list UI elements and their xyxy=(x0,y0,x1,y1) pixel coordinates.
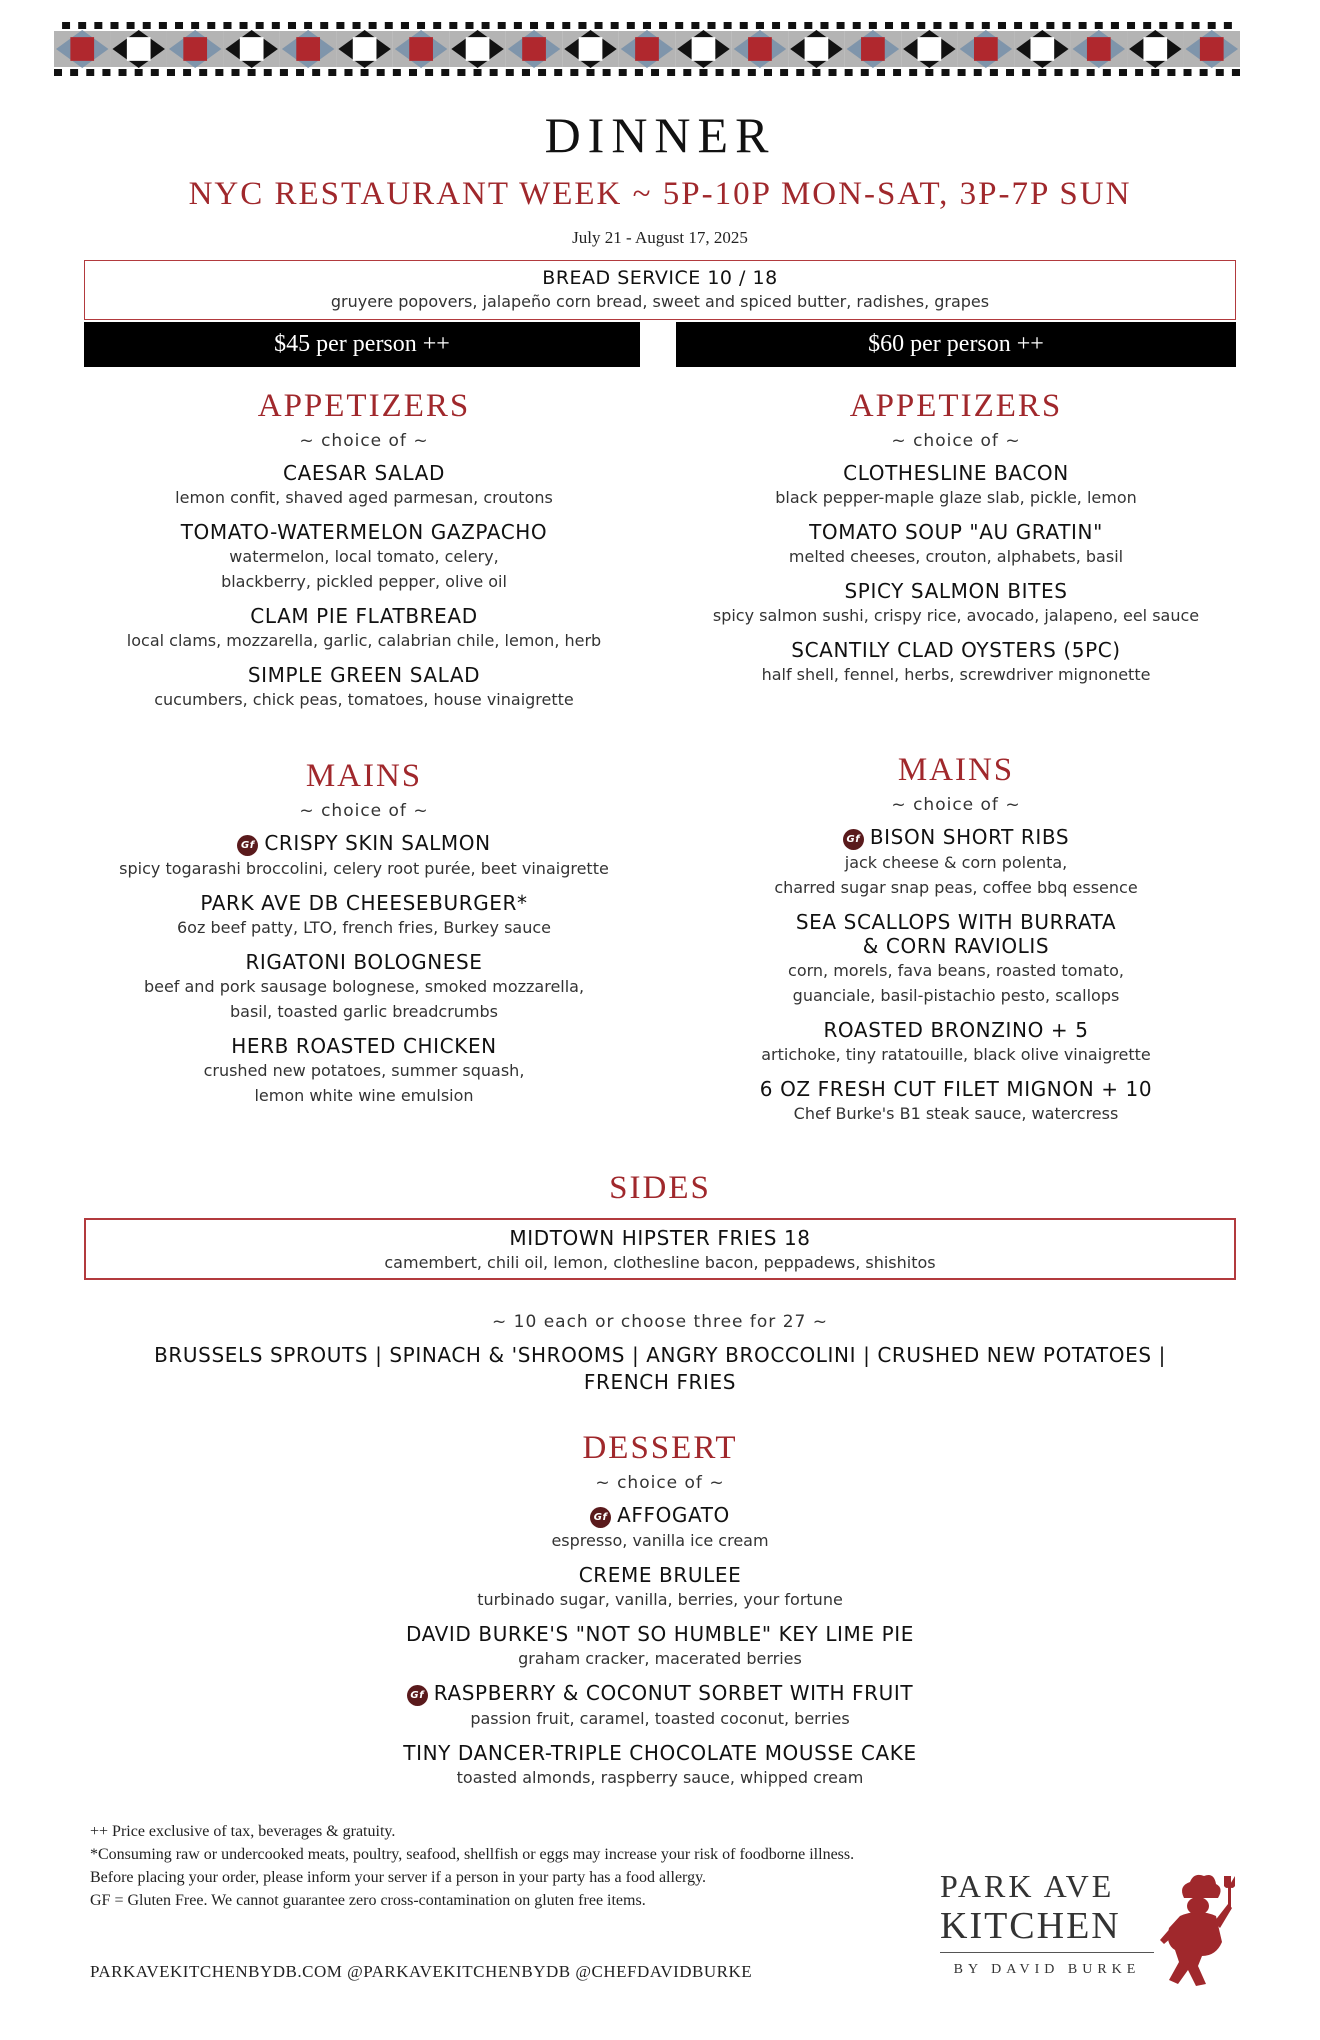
right-appetizers-section xyxy=(676,388,1236,687)
gluten-free-icon: Gf xyxy=(843,829,864,850)
logo-text-line: PARK AVE xyxy=(940,1868,1115,1904)
menu-item xyxy=(676,638,1236,687)
left-appetizers-section xyxy=(84,388,644,712)
item-desc: melted cheeses, crouton, alphabets, basil xyxy=(788,547,1124,566)
sides-feature-name: MIDTOWN HIPSTER FRIES 18 xyxy=(509,1226,811,1250)
section-heading: DESSERT xyxy=(582,1430,738,1466)
gluten-free-icon: Gf xyxy=(407,1685,428,1706)
menu-item xyxy=(330,1741,990,1790)
logo-text-line: KITCHEN xyxy=(940,1905,1121,1947)
item-desc: local clams, mozzarella, garlic, calabrian chile, lemon, herb xyxy=(126,631,602,650)
menu-item xyxy=(84,891,644,940)
section-heading: APPETIZERS xyxy=(849,388,1063,424)
item-desc: Chef Burke's B1 steak sauce, watercress xyxy=(793,1104,1119,1123)
menu-subtitle: NYC RESTAURANT WEEK ~ 5P-10P MON-SAT, 3P-7P SUN xyxy=(188,176,1132,212)
item-desc: passion fruit, caramel, toasted coconut, berries xyxy=(470,1709,850,1728)
item-name: HERB ROASTED CHICKEN xyxy=(231,1034,497,1058)
bread-service-name: BREAD SERVICE 10 / 18 xyxy=(542,267,778,289)
menu-item xyxy=(84,604,644,653)
item-name: CLAM PIE FLATBREAD xyxy=(250,604,478,628)
logo-divider xyxy=(940,1952,1154,1953)
sides-feature-desc: camembert, chili oil, lemon, clothesline bacon, peppadews, shishitos xyxy=(384,1253,936,1272)
item-name: CREME BRULEE xyxy=(578,1563,742,1587)
choice-note: ~ choice of ~ xyxy=(595,1473,725,1493)
item-desc: turbinado sugar, vanilla, berries, your fortune xyxy=(477,1590,843,1609)
footer-note: ++ Price exclusive of tax, beverages & gratuity. xyxy=(90,1823,396,1840)
dessert-section xyxy=(330,1430,990,1790)
item-desc: espresso, vanilla ice cream xyxy=(551,1531,769,1550)
item-name: ROASTED BRONZINO + 5 xyxy=(823,1018,1089,1042)
choice-note: ~ choice of ~ xyxy=(299,801,429,821)
item-name: TINY DANCER-TRIPLE CHOCOLATE MOUSSE CAKE xyxy=(403,1741,917,1765)
menu-item xyxy=(84,520,644,594)
choice-note: ~ choice of ~ xyxy=(891,431,1021,451)
menu-item xyxy=(676,825,1236,900)
sides-feature-box xyxy=(84,1218,1236,1280)
item-desc: lemon confit, shaved aged parmesan, croutons xyxy=(175,488,553,507)
item-name: TOMATO SOUP "AU GRATIN" xyxy=(809,520,1103,544)
item-desc: lemon white wine emulsion xyxy=(254,1086,474,1105)
choice-note: ~ choice of ~ xyxy=(891,795,1021,815)
menu-item xyxy=(330,1681,990,1731)
menu-item xyxy=(84,461,644,510)
sides-list xyxy=(120,1342,1200,1396)
menu-item xyxy=(676,1018,1236,1067)
decorative-pattern-banner xyxy=(54,22,1240,76)
item-name: DAVID BURKE'S "NOT SO HUMBLE" KEY LIME PIE xyxy=(405,1622,915,1646)
item-name: SIMPLE GREEN SALAD xyxy=(247,663,481,687)
item-name-text: RASPBERRY & COCONUT SORBET WITH FRUIT xyxy=(433,1681,914,1705)
item-name-text: BISON SHORT RIBS xyxy=(869,825,1070,849)
price-bar-60: $60 per person ++ xyxy=(676,322,1236,367)
right-mains-section xyxy=(676,752,1236,1126)
item-name xyxy=(330,1681,990,1706)
menu-item xyxy=(84,950,644,1024)
item-desc: 6oz beef patty, LTO, french fries, Burkey sauce xyxy=(177,918,551,937)
item-desc: black pepper-maple glaze slab, pickle, lemon xyxy=(775,488,1137,507)
gluten-free-icon: Gf xyxy=(237,835,258,856)
left-mains-section xyxy=(84,758,644,1108)
item-name: CLOTHESLINE BACON xyxy=(843,461,1069,485)
item-desc: basil, toasted garlic breadcrumbs xyxy=(229,1002,498,1021)
menu-item xyxy=(676,910,1236,1008)
footer-note: GF = Gluten Free. We cannot guarantee zero cross-contamination on gluten free items. xyxy=(90,1892,646,1909)
item-name: TOMATO-WATERMELON GAZPACHO xyxy=(180,520,548,544)
item-name-line2: & CORN RAVIOLIS xyxy=(862,934,1050,958)
sides-heading: SIDES xyxy=(609,1170,711,1206)
item-desc: half shell, fennel, herbs, screwdriver mignonette xyxy=(761,665,1151,684)
section-heading: APPETIZERS xyxy=(257,388,471,424)
item-desc: charred sugar snap peas, coffee bbq essence xyxy=(774,878,1138,897)
item-name-text: AFFOGATO xyxy=(617,1503,730,1527)
item-name: 6 OZ FRESH CUT FILET MIGNON + 10 xyxy=(759,1077,1153,1101)
item-desc: spicy togarashi broccolini, celery root purée, beet vinaigrette xyxy=(119,859,609,878)
item-desc: watermelon, local tomato, celery, xyxy=(229,547,499,566)
menu-item xyxy=(84,1034,644,1108)
menu-item xyxy=(676,1077,1236,1126)
menu-item xyxy=(676,461,1236,510)
footer-note: *Consuming raw or undercooked meats, poultry, seafood, shellfish or eggs may increase your risk of foodborne illness. xyxy=(90,1846,855,1863)
item-name: CAESAR SALAD xyxy=(283,461,445,485)
menu-item xyxy=(676,520,1236,569)
sides-list-line: FRENCH FRIES xyxy=(583,1370,737,1394)
item-desc: jack cheese & corn polenta, xyxy=(844,853,1068,872)
choice-note: ~ choice of ~ xyxy=(299,431,429,451)
item-desc: spicy salmon sushi, crispy rice, avocado, jalapeno, eel sauce xyxy=(712,606,1200,625)
menu-item xyxy=(330,1622,990,1671)
item-name: SPICY SALMON BITES xyxy=(844,579,1068,603)
footer-links: PARKAVEKITCHENBYDB.COM @PARKAVEKITCHENBYDB @CHEFDAVIDBURKE xyxy=(90,1962,753,1981)
menu-item xyxy=(330,1563,990,1612)
footer-note: Before placing your order, please inform your server if a person in your party has a food allergy. xyxy=(90,1869,707,1886)
section-heading: MAINS xyxy=(897,752,1015,788)
item-desc: guanciale, basil-pistachio pesto, scallops xyxy=(792,986,1120,1005)
logo-text-line: BY DAVID BURKE xyxy=(953,1962,1141,1977)
item-name-text: CRISPY SKIN SALMON xyxy=(264,831,491,855)
footer-notes xyxy=(90,1820,1030,1912)
bread-service-box xyxy=(84,260,1236,320)
item-desc: toasted almonds, raspberry sauce, whipped cream xyxy=(456,1768,864,1787)
item-desc: corn, morels, fava beans, roasted tomato, xyxy=(788,961,1124,980)
chef-mascot-icon xyxy=(1154,1868,1240,1988)
menu-item xyxy=(330,1503,990,1553)
menu-item xyxy=(84,831,644,881)
menu-item xyxy=(84,663,644,712)
item-desc: blackberry, pickled pepper, olive oil xyxy=(221,572,507,591)
item-name xyxy=(676,825,1236,850)
item-name: SEA SCALLOPS WITH BURRATA xyxy=(795,910,1117,934)
item-name xyxy=(84,831,644,856)
item-desc: artichoke, tiny ratatouille, black olive vinaigrette xyxy=(761,1045,1151,1064)
item-desc: graham cracker, macerated berries xyxy=(518,1649,802,1668)
menu-title: DINNER xyxy=(544,107,776,163)
bread-service-desc: gruyere popovers, jalapeño corn bread, sweet and spiced butter, radishes, grapes xyxy=(330,292,990,311)
item-name xyxy=(330,1503,990,1528)
item-name: SCANTILY CLAD OYSTERS (5PC) xyxy=(791,638,1121,662)
item-desc: beef and pork sausage bolognese, smoked mozzarella, xyxy=(143,977,585,996)
section-heading: MAINS xyxy=(305,758,423,794)
sides-pricing-note: ~ 10 each or choose three for 27 ~ xyxy=(492,1312,828,1332)
price-bar-45: $45 per person ++ xyxy=(84,322,640,367)
sides-list-line: BRUSSELS SPROUTS | SPINACH & 'SHROOMS | ANGRY BROCCOLINI | CRUSHED NEW POTATOES | xyxy=(154,1343,1166,1367)
restaurant-logo xyxy=(940,1868,1240,1998)
item-desc: crushed new potatoes, summer squash, xyxy=(203,1061,525,1080)
item-desc: cucumbers, chick peas, tomatoes, house vinaigrette xyxy=(154,690,574,709)
item-name: RIGATONI BOLOGNESE xyxy=(245,950,483,974)
menu-dates: July 21 - August 17, 2025 xyxy=(572,228,748,247)
item-name: PARK AVE DB CHEESEBURGER* xyxy=(200,891,528,915)
gluten-free-icon: Gf xyxy=(590,1507,611,1528)
menu-item xyxy=(676,579,1236,628)
